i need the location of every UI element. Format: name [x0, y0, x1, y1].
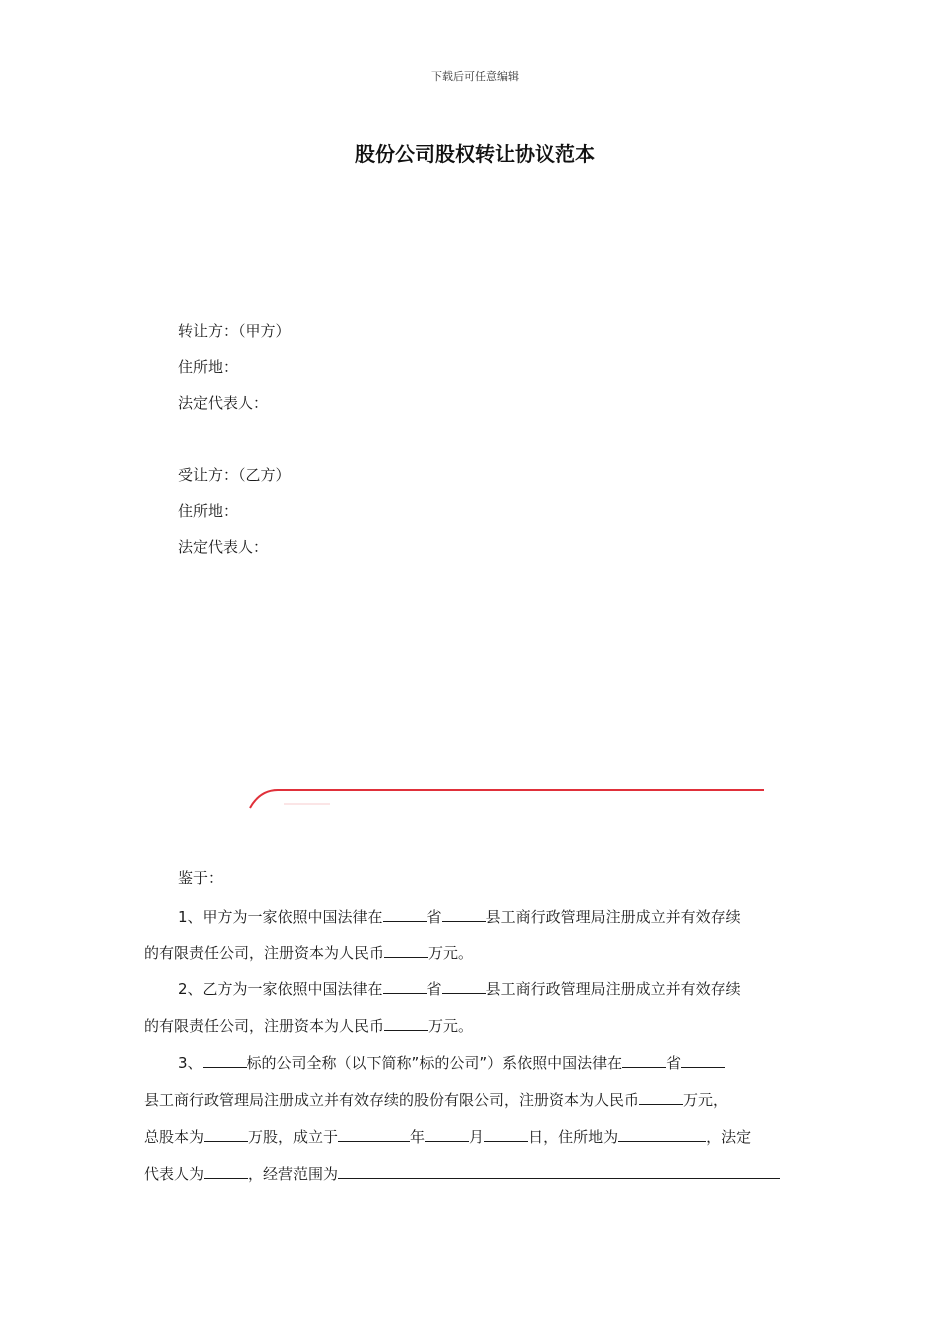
transferee-label: 受让方：（乙方）	[178, 466, 291, 484]
blank-field[interactable]	[338, 1162, 780, 1179]
blank-field[interactable]	[338, 1125, 410, 1142]
blank-field[interactable]	[383, 977, 427, 994]
recital-1-line-2: 的有限责任公司，注册资本为人民币 万元。	[144, 941, 806, 963]
transferee-legal-rep: 法定代表人：	[178, 538, 269, 556]
blank-field[interactable]	[384, 941, 428, 958]
blank-field[interactable]	[425, 1125, 469, 1142]
blank-field[interactable]	[442, 977, 486, 994]
recital-1-line-1: 1、甲方为一家依照中国法律在 省 县工商行政管理局注册成立并有效存续	[178, 905, 806, 927]
blank-field[interactable]	[204, 1162, 248, 1179]
blank-field[interactable]	[618, 1125, 706, 1142]
blank-field[interactable]	[442, 905, 486, 922]
recitals-intro: 鉴于：	[178, 869, 224, 887]
blank-field[interactable]	[484, 1125, 528, 1142]
recital-2-line-2: 的有限责任公司，注册资本为人民币 万元。	[144, 1014, 806, 1036]
red-divider	[244, 778, 768, 818]
document-title: 股份公司股权转让协议范本	[355, 142, 595, 166]
recital-3-line-4: 代表人为 ，经营范围为	[144, 1162, 806, 1184]
blank-field[interactable]	[622, 1051, 666, 1068]
recital-2-line-1: 2、乙方为一家依照中国法律在 省 县工商行政管理局注册成立并有效存续	[178, 977, 806, 999]
blank-field[interactable]	[203, 1051, 247, 1068]
transferor-address: 住所地：	[178, 358, 239, 376]
transferor-label: 转让方：（甲方）	[178, 322, 291, 340]
recital-3-line-3: 总股本为 万股，成立于 年 月 日，住所地为 ，法定	[144, 1125, 806, 1147]
blank-field[interactable]	[383, 905, 427, 922]
transferee-address: 住所地：	[178, 502, 239, 520]
recital-3-line-2: 县工商行政管理局注册成立并有效存续的股份有限公司，注册资本为人民币 万元，	[144, 1088, 806, 1110]
blank-field[interactable]	[639, 1088, 683, 1105]
blank-field[interactable]	[681, 1051, 725, 1068]
header-note: 下载后可任意编辑	[431, 70, 519, 83]
blank-field[interactable]	[384, 1014, 428, 1031]
transferor-legal-rep: 法定代表人：	[178, 394, 269, 412]
blank-field[interactable]	[204, 1125, 248, 1142]
recital-3-line-1: 3、 标的公司全称（以下简称”标的公司”）系依照中国法律在 省	[178, 1051, 806, 1073]
